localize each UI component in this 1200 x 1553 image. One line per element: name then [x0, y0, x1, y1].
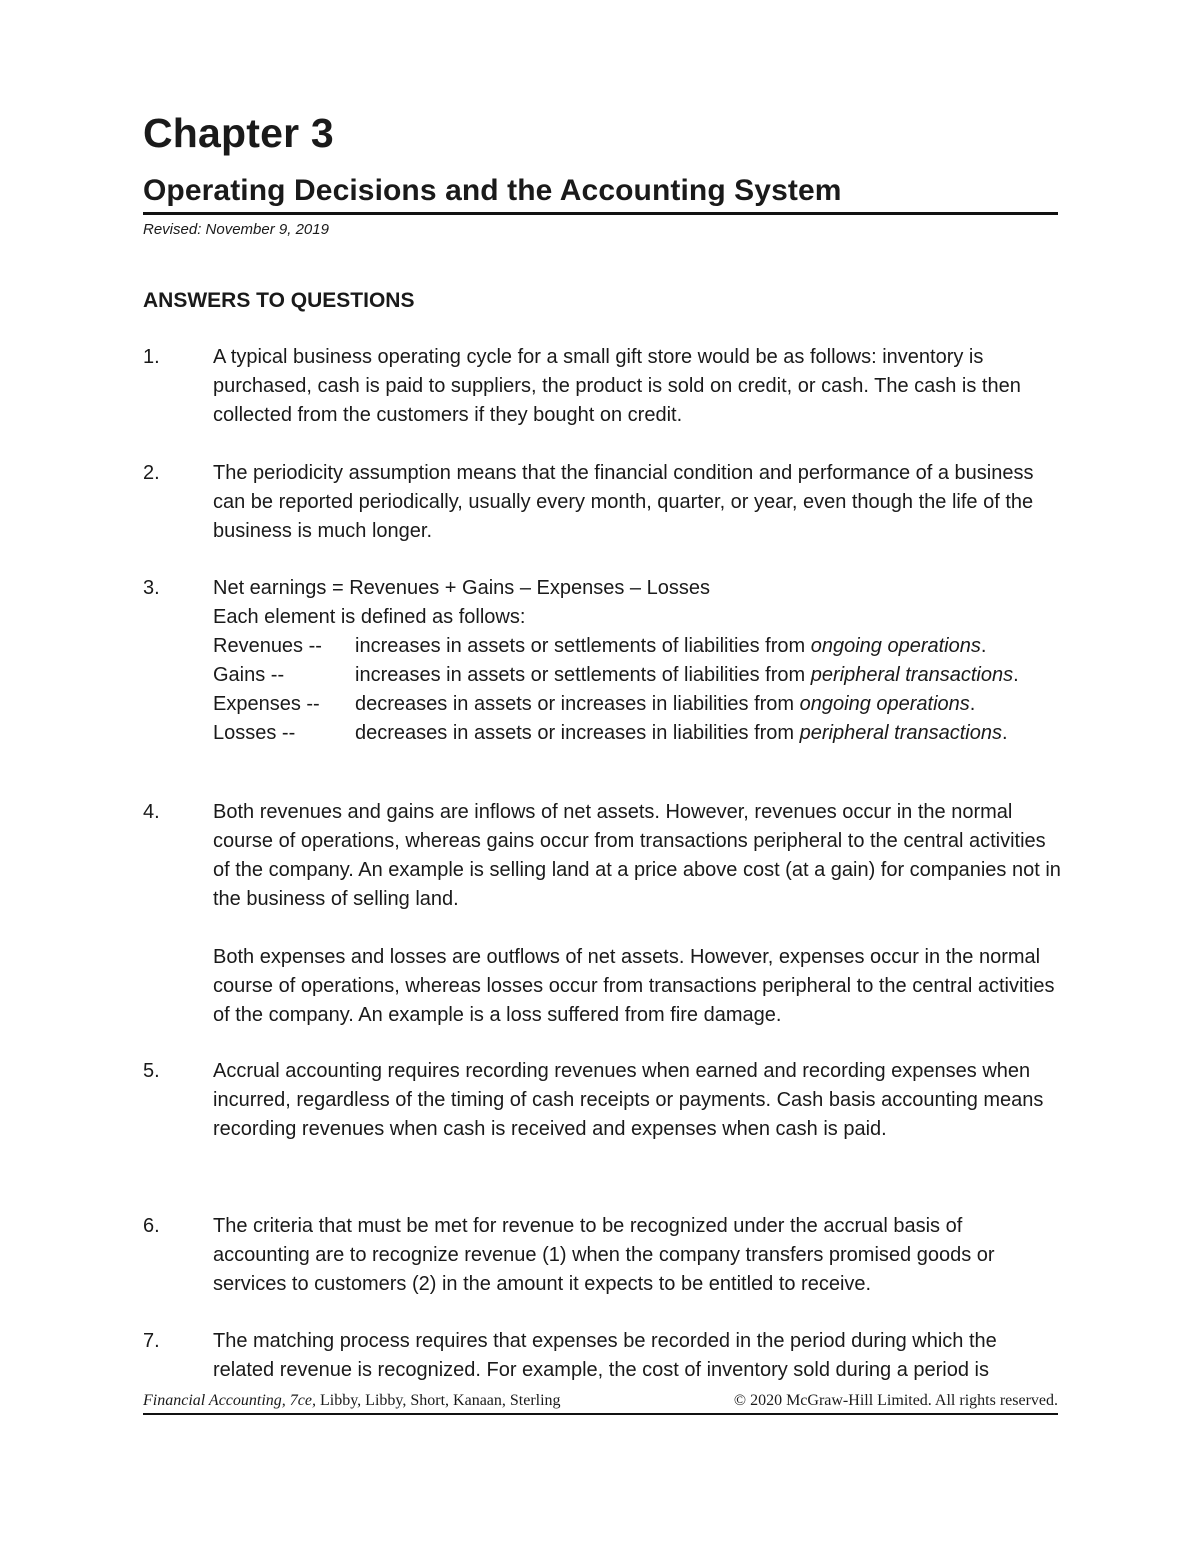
question-number: 7. — [143, 1330, 160, 1352]
definition-end: . — [1001, 722, 1008, 744]
question-number: 5. — [143, 1060, 160, 1082]
question-7 — [143, 1327, 1063, 1385]
footer-authors: Libby, Libby, Short, Kanaan, Sterling — [316, 1392, 561, 1409]
definition-revenues — [213, 632, 1063, 661]
definition-text: increases in assets or settlements of liabilities from — [355, 664, 811, 686]
definition-end: . — [969, 693, 976, 715]
definition-term: Gains -- — [213, 664, 285, 686]
footer-citation — [143, 1392, 561, 1410]
definition-emphasis: peripheral transactions — [799, 722, 1002, 744]
footer-book-title: Financial Accounting, 7ce, — [143, 1392, 316, 1409]
answer-paragraph: Both revenues and gains are inflows of net assets. However, revenues occur in the normal course of operations, whereas gains occur from transactions peripheral to the central activities of the company. An example is selling land at a price above cost (at a gain) for companies not in the business of selling land. — [213, 801, 1061, 910]
question-5 — [143, 1057, 1063, 1144]
question-3 — [143, 574, 1063, 748]
question-number: 1. — [143, 346, 160, 368]
answer-text: Accrual accounting requires recording revenues when earned and recording expenses when incurred, regardless of the timing of cash receipts or payments. Cash basis accounting means recording revenues when cash is received and expenses when cash is paid. — [213, 1060, 1044, 1140]
answer-text: The criteria that must be met for revenue to be recognized under the accrual basis of accounting are to recognize revenue (1) when the company transfers promised goods or services to customers (2) in the amount it expects to be entitled to receive. — [213, 1215, 995, 1295]
definition-losses — [213, 719, 1063, 748]
question-4 — [143, 798, 1063, 1030]
chapter-title: Chapter 3 — [143, 110, 334, 156]
title-divider — [143, 212, 1058, 215]
definition-end: . — [1013, 664, 1019, 686]
chapter-subtitle: Operating Decisions and the Accounting System — [143, 174, 842, 207]
definition-term: Expenses -- — [213, 693, 320, 715]
section-heading: ANSWERS TO QUESTIONS — [143, 289, 415, 312]
definition-text: decreases in assets or increases in liabilities from — [355, 722, 800, 744]
question-number: 6. — [143, 1215, 160, 1237]
revised-date: Revised: November 9, 2019 — [143, 221, 329, 238]
answer-paragraph: Both expenses and losses are outflows of net assets. However, expenses occur in the normal course of operations, whereas losses occur from transactions peripheral to the central activities of the company. An example is a loss suffered from fire damage. — [213, 946, 1055, 1026]
definition-emphasis: ongoing operations — [810, 635, 981, 657]
definition-emphasis: peripheral transactions — [810, 664, 1014, 686]
definition-emphasis: ongoing operations — [799, 693, 970, 715]
answer-text: The periodicity assumption means that the financial condition and performance of a business can be reported periodically, usually every month, quarter, or year, even though the life of the business is much longer. — [213, 462, 1034, 542]
definition-text: increases in assets or settlements of liabilities from — [355, 635, 811, 657]
definitions-list — [213, 632, 1063, 748]
answer-text: The matching process requires that expenses be recorded in the period during which the related revenue is recognized. For example, the cost of inventory sold during a period is — [213, 1330, 997, 1381]
question-6 — [143, 1212, 1063, 1299]
question-number: 2. — [143, 462, 160, 484]
definition-term: Losses -- — [213, 722, 296, 744]
answer-text: A typical business operating cycle for a small gift store would be as follows: inventory is purchased, cash is paid to suppliers, the product is sold on credit, or cash. The cash is then collected from the customers if they bought on credit. — [213, 346, 1021, 426]
earnings-formula: Net earnings = Revenues + Gains – Expenses – Losses — [213, 577, 710, 599]
definition-term: Revenues -- — [213, 635, 322, 657]
page-footer — [143, 1392, 1058, 1415]
question-number: 4. — [143, 801, 160, 823]
question-1 — [143, 343, 1063, 430]
question-number: 3. — [143, 577, 160, 599]
definition-gains — [213, 661, 1063, 690]
footer-copyright: © 2020 McGraw-Hill Limited. All rights reserved. — [733, 1392, 1058, 1409]
question-2 — [143, 459, 1063, 546]
definition-expenses — [213, 690, 1063, 719]
definitions-intro: Each element is defined as follows: — [213, 606, 526, 628]
definition-end: . — [980, 635, 987, 657]
definition-text: decreases in assets or increases in liabilities from — [355, 693, 800, 715]
